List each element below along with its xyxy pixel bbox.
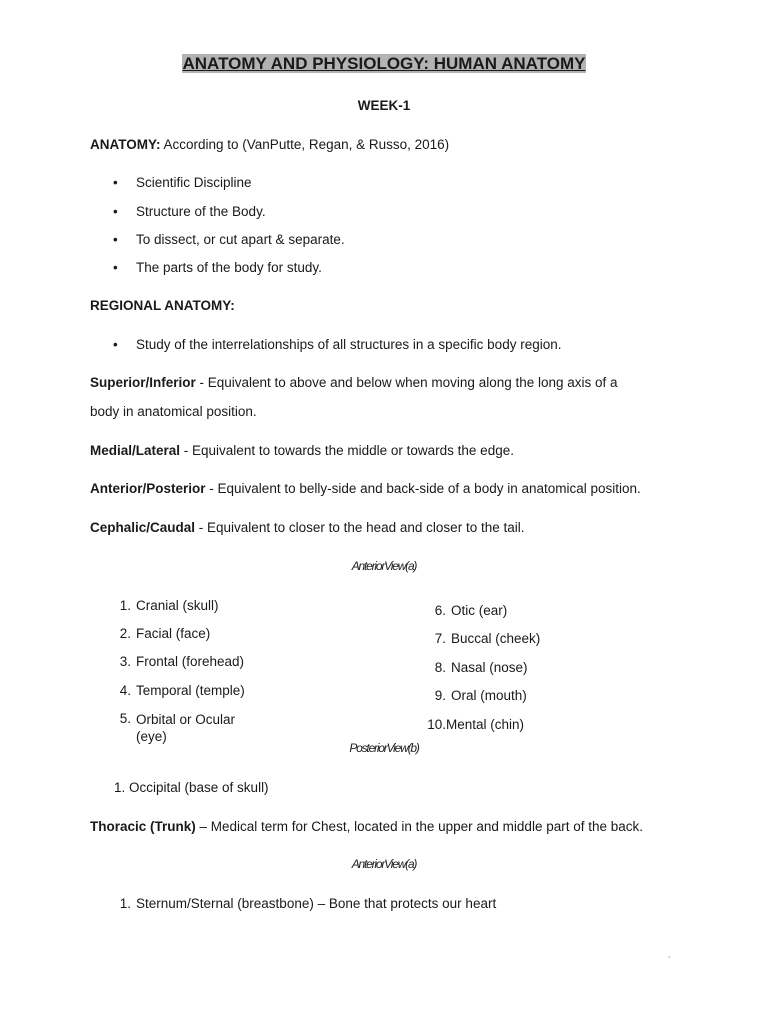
occipital-item: 1. Occipital (base of skull) — [114, 780, 269, 795]
bullet-text: Study of the interrelationships of all structures in a specific body region. — [136, 337, 562, 352]
list-number: 9. — [434, 688, 446, 703]
term-definition: - Equivalent to above and below when moving along the long axis of a — [195, 375, 618, 390]
term-definition: - Equivalent to closer to the head and closer to the tail. — [195, 520, 525, 535]
term-medial-lateral — [90, 443, 514, 458]
term-anterior-posterior — [90, 481, 641, 496]
term-label: Thoracic (Trunk) — [90, 819, 196, 834]
list-item — [424, 631, 540, 646]
term-cephalic-caudal — [90, 520, 524, 535]
list-number: 1. — [119, 598, 131, 613]
bullet-dot: • — [113, 175, 118, 190]
bullet-dot: • — [113, 260, 118, 275]
list-item — [109, 683, 245, 698]
list-text: Oral (mouth) — [451, 688, 527, 703]
list-number: 4. — [119, 683, 131, 698]
list-number: 7. — [434, 631, 446, 646]
list-text: Cranial (skull) — [136, 598, 219, 613]
term-thoracic — [90, 819, 643, 834]
bullet-text: Scientific Discipline — [136, 175, 252, 190]
list-text: Facial (face) — [136, 626, 211, 641]
week-heading: WEEK-1 — [357, 98, 411, 113]
list-text: Frontal (forehead) — [136, 654, 245, 669]
bullet-text: Structure of the Body. — [136, 204, 266, 219]
list-number: 5. — [119, 711, 131, 726]
bullet-item — [113, 175, 252, 190]
list-item — [109, 626, 210, 641]
anatomy-definition — [90, 137, 449, 152]
anterior-view-caption: AnteriorView(a) — [351, 559, 417, 573]
list-item — [424, 660, 528, 675]
list-number: 1. — [119, 896, 131, 911]
term-label: Medial/Lateral — [90, 443, 181, 458]
term-definition: – Medical term for Chest, located in the upper and middle part of the back. — [195, 819, 644, 834]
list-text: Sternum/Sternal (breastbone) – Bone that protects our heart — [136, 896, 497, 911]
list-item — [109, 598, 219, 613]
list-number: 6. — [434, 603, 446, 618]
list-text: Temporal (temple) — [136, 683, 245, 698]
list-text: Nasal (nose) — [451, 660, 528, 675]
list-item — [109, 896, 496, 911]
document-title: ANATOMY AND PHYSIOLOGY: HUMAN ANATOMY — [182, 54, 586, 73]
list-item — [424, 688, 527, 703]
posterior-view-caption: PosteriorView(b) — [349, 741, 419, 755]
bullet-text: The parts of the body for study. — [136, 260, 322, 275]
list-number: 10. — [427, 717, 446, 732]
term-definition: - Equivalent to towards the middle or towards the edge. — [180, 443, 514, 458]
term-label: Cephalic/Caudal — [90, 520, 196, 535]
list-text: Buccal (cheek) — [451, 631, 541, 646]
list-number: 8. — [434, 660, 446, 675]
term-definition: - Equivalent to belly-side and back-side of a body in anatomical position. — [205, 481, 641, 496]
anatomy-label: ANATOMY: — [90, 137, 161, 152]
list-number: 2. — [119, 626, 131, 641]
list-number: 3. — [119, 654, 131, 669]
bullet-item — [113, 232, 345, 247]
anatomy-citation: According to (VanPutte, Regan, & Russo, 2016) — [160, 137, 450, 152]
bullet-item — [113, 260, 322, 275]
bullet-text: To dissect, or cut apart & separate. — [136, 232, 345, 247]
term-label: Superior/Inferior — [90, 375, 196, 390]
bullet-item — [113, 204, 266, 219]
bullet-dot: • — [113, 232, 118, 247]
bullet-dot: • — [113, 337, 118, 352]
list-item — [424, 717, 524, 732]
term-continuation: body in anatomical position. — [90, 404, 257, 419]
list-text: Orbital or Ocular (eye) — [136, 712, 236, 744]
footer-mark: , — [668, 950, 671, 959]
term-label: Anterior/Posterior — [90, 481, 206, 496]
anterior-view-caption-2: AnteriorView(a) — [351, 857, 417, 871]
bullet-dot: • — [113, 204, 118, 219]
list-item — [424, 603, 507, 618]
list-item — [109, 654, 244, 669]
bullet-item — [113, 337, 561, 352]
list-text: Otic (ear) — [451, 603, 508, 618]
list-item — [109, 711, 256, 745]
list-text: Mental (chin) — [446, 717, 525, 732]
regional-anatomy-heading: REGIONAL ANATOMY: — [90, 298, 235, 313]
term-superior-inferior — [90, 375, 618, 390]
